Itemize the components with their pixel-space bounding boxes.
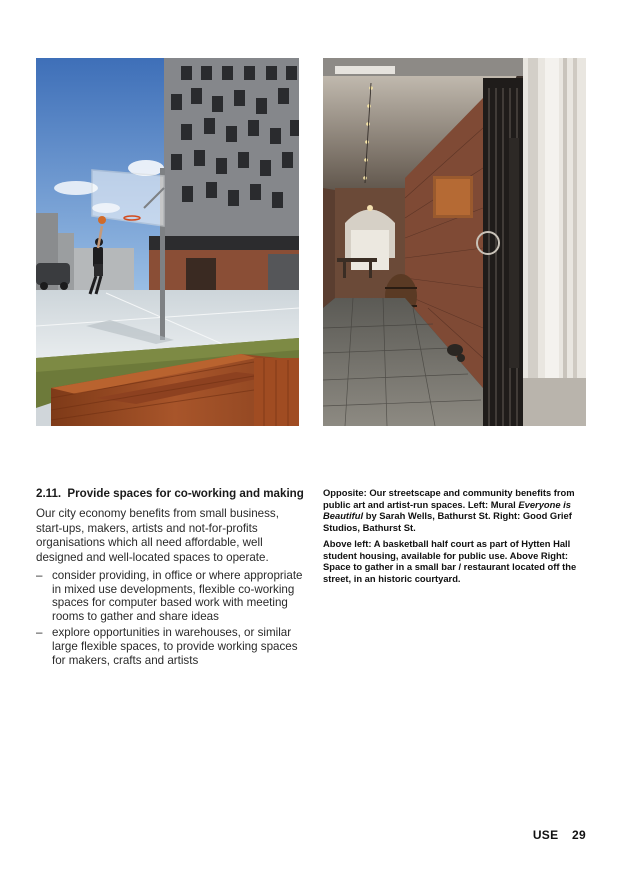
dash-bullet: – [36,569,43,582]
page-number: 29 [572,828,586,842]
section-title: Provide spaces for co-working and making [67,487,304,500]
list-item-text: explore opportunities in warehouses, or similar large flexible spaces, to provide working spaces for makers, crafts and artists [52,626,298,667]
footer-section-label: USE [532,828,559,842]
list-item [36,626,306,667]
list-item [36,569,306,623]
caption-opposite [323,487,585,533]
dash-bullet: – [36,626,43,640]
bullet-list [36,569,306,670]
list-item-text: consider providing, in office or where appropriate in mixed use developments, flexible co-working spaces for computer based work with meeting rooms to gather and share ideas [52,569,303,623]
courtyard-alley-photo [323,58,586,426]
section-heading [36,487,311,500]
mural-title: Everyone is Beautiful [323,498,571,522]
caption-text: by Sarah Wells, Bathurst St. Right: Good Grief Studios, Bathurst St. [323,510,572,533]
page-footer [533,828,586,842]
caption-above: Above left: A basketball half court as part of Hytten Hall student housing, available for public use. Above Right: Space to gather in a small bar / restaurant located off the street, in an historic courtyard. [323,538,577,584]
basketball-court-photo [36,58,299,426]
section-number: 2.11. [36,487,62,500]
caption-text: Opposite: Our streetscape and community benefits from public art and artist-run spaces. Left: Mural [323,487,575,510]
section-intro: Our city economy benefits from small business, start-ups, makers, artists and not-for-profits organisations which all need affordable, well designed and well-located spaces to operate. [36,507,279,564]
